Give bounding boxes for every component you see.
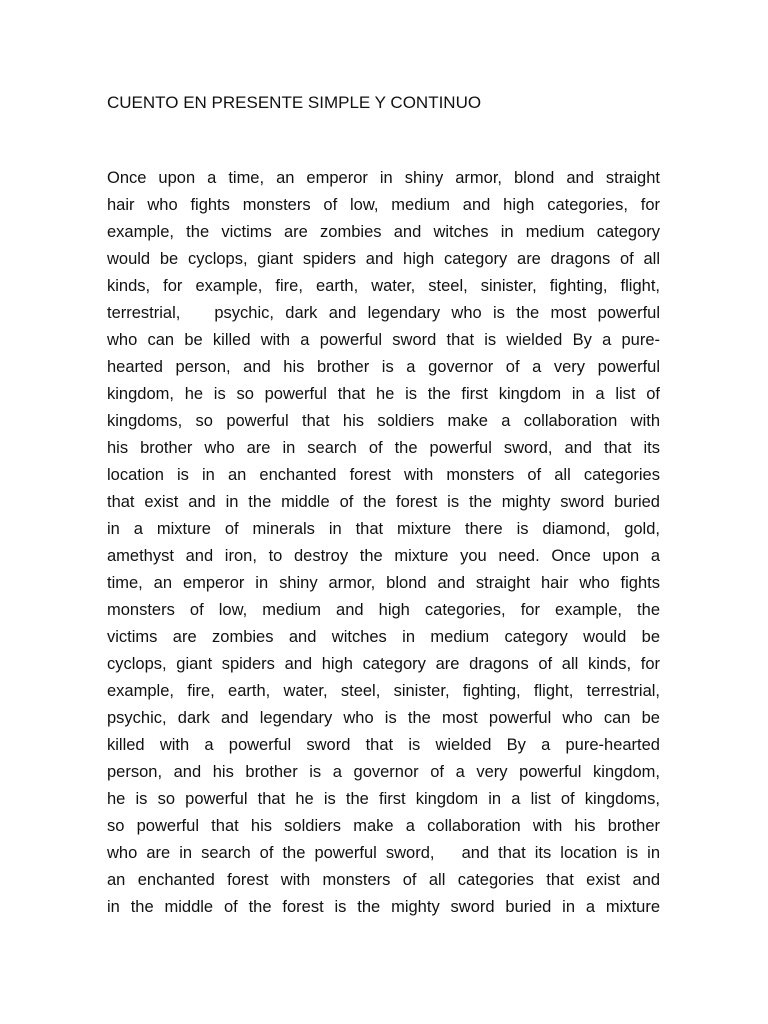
text-line: who can be killed with a powerful sword that is wielded By a pure- bbox=[107, 331, 660, 349]
text-line: cyclops, giant spiders and high category are dragons of all kinds, for bbox=[107, 655, 660, 673]
text-line: an enchanted forest with monsters of all categories that exist and bbox=[107, 871, 660, 889]
text-line: would be cyclops, giant spiders and high category are dragons of all bbox=[107, 250, 660, 268]
text-line: person, and his brother is a governor of a very powerful kingdom, bbox=[107, 763, 660, 781]
text-line: example, the victims are zombies and witches in medium category bbox=[107, 223, 660, 241]
text-line: example, fire, earth, water, steel, sinister, fighting, flight, terrestrial, bbox=[107, 682, 660, 700]
text-line: amethyst and iron, to destroy the mixture you need. Once upon a bbox=[107, 547, 660, 565]
text-line: time, an emperor in shiny armor, blond and straight hair who fights bbox=[107, 574, 660, 592]
text-line: psychic, dark and legendary who is the most powerful who can be bbox=[107, 709, 660, 727]
text-line: that exist and in the middle of the forest is the mighty sword buried bbox=[107, 493, 660, 511]
text-line: Once upon a time, an emperor in shiny armor, blond and straight bbox=[107, 169, 660, 187]
text-line: killed with a powerful sword that is wielded By a pure-hearted bbox=[107, 736, 660, 754]
text-line: who are in search of the powerful sword, and that its location is in bbox=[107, 844, 660, 862]
text-line: location is in an enchanted forest with monsters of all categories bbox=[107, 466, 660, 484]
text-line: hair who fights monsters of low, medium and high categories, for bbox=[107, 196, 660, 214]
text-line: hearted person, and his brother is a governor of a very powerful bbox=[107, 358, 660, 376]
story-paragraph bbox=[107, 165, 660, 921]
text-line: terrestrial, psychic, dark and legendary who is the most powerful bbox=[107, 304, 660, 322]
text-line: so powerful that his soldiers make a collaboration with his brother bbox=[107, 817, 660, 835]
text-line: in a mixture of minerals in that mixture there is diamond, gold, bbox=[107, 520, 660, 538]
text-line: in the middle of the forest is the mighty sword buried in a mixture bbox=[107, 898, 660, 916]
text-line: his brother who are in search of the powerful sword, and that its bbox=[107, 439, 660, 457]
text-line: kingdoms, so powerful that his soldiers make a collaboration with bbox=[107, 412, 660, 430]
document-title: CUENTO EN PRESENTE SIMPLE Y CONTINUO bbox=[107, 93, 482, 112]
text-line: kinds, for example, fire, earth, water, steel, sinister, fighting, flight, bbox=[107, 277, 660, 295]
text-line: monsters of low, medium and high categories, for example, the bbox=[107, 601, 660, 619]
text-line: victims are zombies and witches in medium category would be bbox=[107, 628, 660, 646]
text-line: he is so powerful that he is the first kingdom in a list of kingdoms, bbox=[107, 790, 660, 808]
text-line: kingdom, he is so powerful that he is the first kingdom in a list of bbox=[107, 385, 660, 403]
